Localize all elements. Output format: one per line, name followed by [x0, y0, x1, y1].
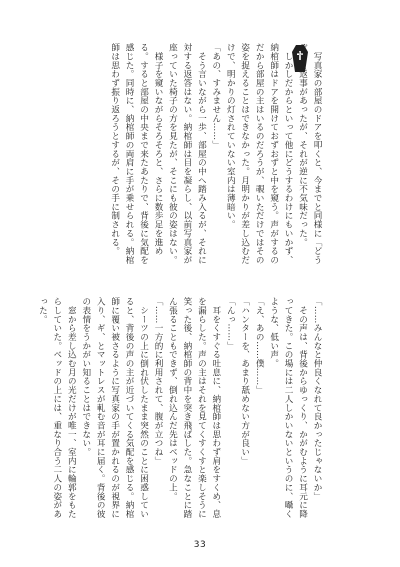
paragraph: 様子を窺いながらそろそろと、さらに数歩足を進める。すると部屋の中央まで来たあたりで、背後に気配を感じた。同時に、納棺師の両肩に手が乗せられる。納棺師は思わず振り返ろうとするが、その手に制される。 — [109, 43, 164, 265]
paragraph: しかしだからといって他にどうするわけにもいかず、納棺師はドアを開けておずおずと中を窺う。声がするのだから部屋の主はいるのだろうが、覗いただけではその姿を捉えることはできなかった。月明かりが差し込むだけで、明かりの灯されていない室内は薄暗い。 — [225, 43, 294, 265]
paragraph: 耳をくすぐる吐息に、納棺師は思わず肩をすくめ、息を漏らした。声の主はそれを見てくすくすと楽しそうに笑った後、納棺師の背中を突き飛ばした。急なことに踏ん張ることもできず、倒れ込んだ先はベッドの上。 — [167, 297, 221, 519]
paragraph: シーツの上に倒れ伏したまま突然のことに困惑していると、背後の声の主が近づいてくる気配を感じる。納棺師に覆い被さるように写真家の手が置かれるのが視界に入り、ギ、とマットレスが軋む音が耳に届く。背後の彼の表情をうかがい知ることはできない。 — [80, 297, 149, 519]
dialogue-line: 「え、あの……僕……」 — [254, 297, 265, 395]
paragraph: 窓から差し込む月の光だけが唯一、室内に輪郭をもたらしていた。ベッドの上には、重なり合う二人の姿があった。 — [37, 297, 77, 519]
dialogue-line: 「ハンターを、あまり舐めない方が良い」 — [239, 297, 250, 466]
paragraph: そう言いながら一歩、部屋の中へ踏み入るが、それに対する返答はない。納棺師は目を凝らし、以前写真家が座っていた椅子の方を見たが、そこにも彼の姿はない。 — [167, 43, 207, 265]
dialogue-line: 「……一方的に利用されて、腹が立つね」 — [153, 297, 164, 466]
dialogue-line: 「んっ……」 — [225, 297, 236, 351]
page-number: 33 — [193, 540, 207, 550]
paragraph: その声は、背後からゆっくり、かがむように耳元に降ってきた。この場には二人しかいないというのに、囁くような、低い声。 — [268, 297, 308, 519]
text-block-lower — [37, 297, 324, 527]
dialogue-line: 「……みんなと仲良くなれて良かったじゃないか」 — [312, 297, 322, 501]
text-block-upper — [48, 43, 324, 273]
paragraph: 写真家の部屋のドアを叩くと、今までと同様に「どうぞ」と返事があったが、それが逆に不気味だった。 — [297, 43, 322, 265]
dialogue-line: 「あの、すみません……」 — [210, 43, 221, 150]
